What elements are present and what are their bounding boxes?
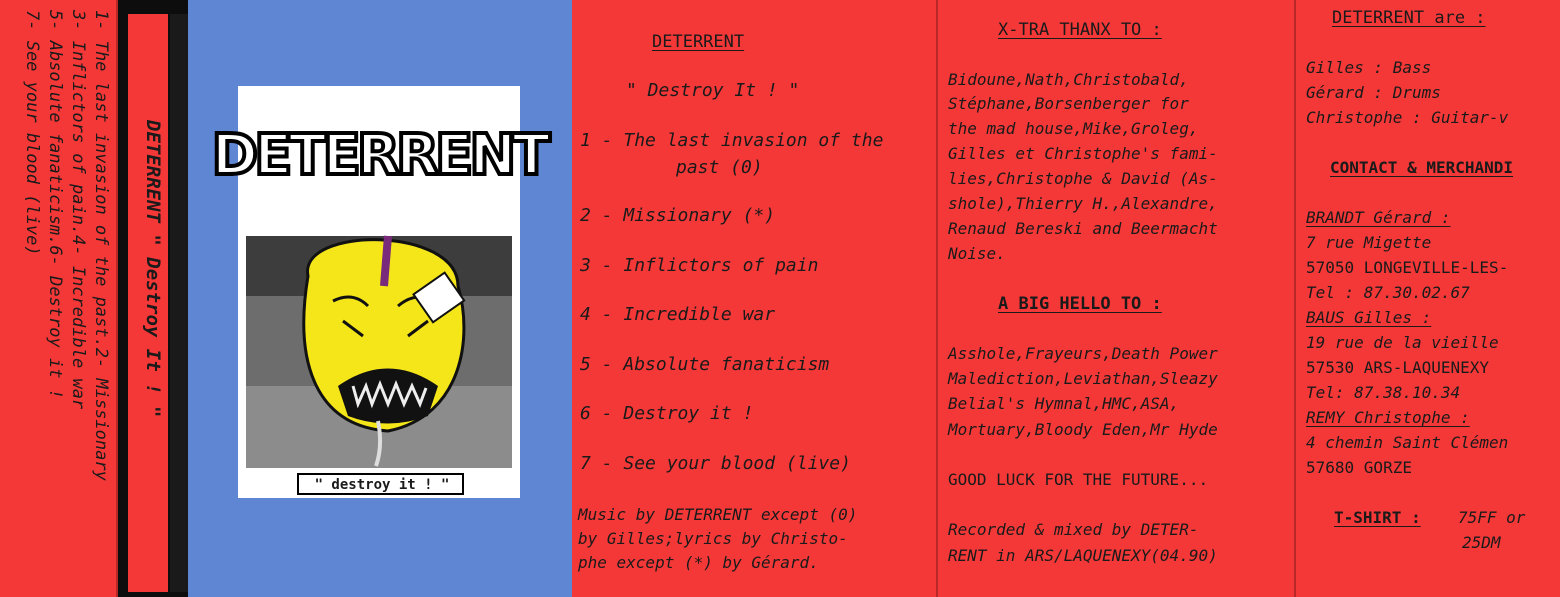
recorded-line: RENT in ARS/LAQUENEXY(04.90) <box>948 546 1218 565</box>
album-title: " Destroy It ! " <box>626 80 800 101</box>
track-item: 4 - Incredible war <box>580 304 776 325</box>
recorded-line: Recorded & mixed by DETER- <box>948 520 1199 539</box>
thanks-line: the mad house,Mike,Groleg, <box>948 119 1199 138</box>
spine-track-line: 3- Inflictors of pain.4- Incredible war <box>68 10 88 410</box>
track-title: Absolute fanaticism <box>623 354 830 375</box>
credits-line: by Gilles;lyrics by Christo- <box>578 529 848 548</box>
track-number: 6 <box>580 403 591 424</box>
thanks-line: Gilles et Christophe's fami- <box>948 144 1218 163</box>
track-item: 1 - The last invasion of the <box>580 130 884 151</box>
credits-line: Music by DETERRENT except (0) <box>578 505 858 524</box>
tracklist-panel <box>572 0 938 597</box>
contact-name: BAUS Gilles : <box>1306 308 1432 327</box>
track-number: 2 <box>580 205 591 226</box>
track-item: 2 - Missionary (*) <box>580 205 776 226</box>
track-title: Missionary (*) <box>623 205 776 226</box>
hello-line: Belial's Hymnal,HMC,ASA, <box>948 394 1180 413</box>
hello-line: Asshole,Frayeurs,Death Power <box>948 344 1218 363</box>
tshirt-label: T-SHIRT : <box>1334 508 1421 527</box>
track-title: Inflictors of pain <box>623 255 819 276</box>
thanks-line: Bidoune,Nath,Christobald, <box>948 70 1189 89</box>
spine-track-line: 5- Absolute fanaticism.6- Destroy it ! <box>45 10 65 399</box>
contact-line: 57530 ARS-LAQUENEXY <box>1306 358 1490 377</box>
cover-panel <box>188 0 572 597</box>
thanks-line: Noise. <box>948 244 1006 263</box>
track-number: 5 <box>580 354 591 375</box>
track-title: Destroy it ! <box>623 403 754 424</box>
contact-line: 4 chemin Saint Clémen <box>1306 433 1509 452</box>
track-item: 7 - See your blood (live) <box>580 453 851 474</box>
track-title: See your blood (live) <box>623 453 851 474</box>
good-luck-text: GOOD LUCK FOR THE FUTURE... <box>948 470 1209 489</box>
credits-line: phe except (*) by Gérard. <box>578 553 819 572</box>
track-number: 4 <box>580 304 591 325</box>
track-item: 6 - Destroy it ! <box>580 403 754 424</box>
thanks-line: Renaud Bereski and Beermacht <box>948 219 1218 238</box>
contact-name: BRANDT Gérard : <box>1306 208 1451 227</box>
spine-tracklist-panel <box>0 0 118 597</box>
spine-band-title: DETERRENT " Destroy It ! " <box>142 120 164 418</box>
contact-heading: CONTACT & MERCHANDI <box>1330 158 1514 177</box>
band-logo-text: DETERRENT <box>211 123 547 188</box>
spine-track-line: 1- The last invasion of the past.2- Missionary <box>91 10 111 481</box>
contact-line: 7 rue Migette <box>1306 233 1432 252</box>
tshirt-price: 25DM <box>1462 533 1501 552</box>
hello-line: Malediction,Leviathan,Sleazy <box>948 369 1218 388</box>
thanks-line: Stéphane,Borsenberger for <box>948 94 1189 113</box>
thanks-heading: X-TRA THANX TO : <box>998 20 1162 40</box>
member-line: Gérard : Drums <box>1306 83 1441 102</box>
member-line: Gilles : Bass <box>1306 58 1432 77</box>
track-number: 1 <box>580 130 591 151</box>
band-logo <box>212 123 551 188</box>
contact-line: 19 rue de la vieille <box>1306 333 1499 352</box>
thanks-panel <box>938 0 1296 597</box>
lineup-panel <box>1296 0 1560 597</box>
track-title-continued: past (0) <box>676 157 763 178</box>
tshirt-price: 75FF or <box>1458 508 1526 527</box>
spine-tracklist <box>20 10 112 481</box>
spine-shadow <box>170 14 188 592</box>
contact-line: Tel: 87.38.10.34 <box>1306 383 1461 402</box>
cover-illustration <box>211 86 547 498</box>
track-title: Incredible war <box>623 304 776 325</box>
track-item: 5 - Absolute fanaticism <box>580 354 830 375</box>
contact-line: 57050 LONGEVILLE-LES- <box>1306 258 1509 277</box>
hello-heading: A BIG HELLO TO : <box>998 294 1162 314</box>
thanks-line: shole),Thierry H.,Alexandre, <box>948 194 1218 213</box>
member-line: Christophe : Guitar-v <box>1306 108 1509 127</box>
track-item: 3 - Inflictors of pain <box>580 255 819 276</box>
spine-track-line: 7- See your blood (live) <box>22 10 42 256</box>
track-number: 7 <box>580 453 591 474</box>
cover-artwork <box>211 86 547 498</box>
hello-line: Mortuary,Bloody Eden,Mr Hyde <box>948 420 1218 439</box>
band-heading: DETERRENT <box>652 32 745 52</box>
contact-name: REMY Christophe : <box>1306 408 1470 427</box>
track-number: 3 <box>580 255 591 276</box>
lineup-heading: DETERRENT are : <box>1332 8 1486 28</box>
spine-band-panel <box>118 0 188 597</box>
track-title: The last invasion of the <box>623 130 884 151</box>
contact-line: Tel : 87.30.02.67 <box>1306 283 1470 302</box>
thanks-line: lies,Christophe & David (As- <box>948 169 1218 188</box>
cover-caption: " destroy it ! " <box>314 477 450 493</box>
contact-line: 57680 GORZE <box>1306 458 1412 477</box>
